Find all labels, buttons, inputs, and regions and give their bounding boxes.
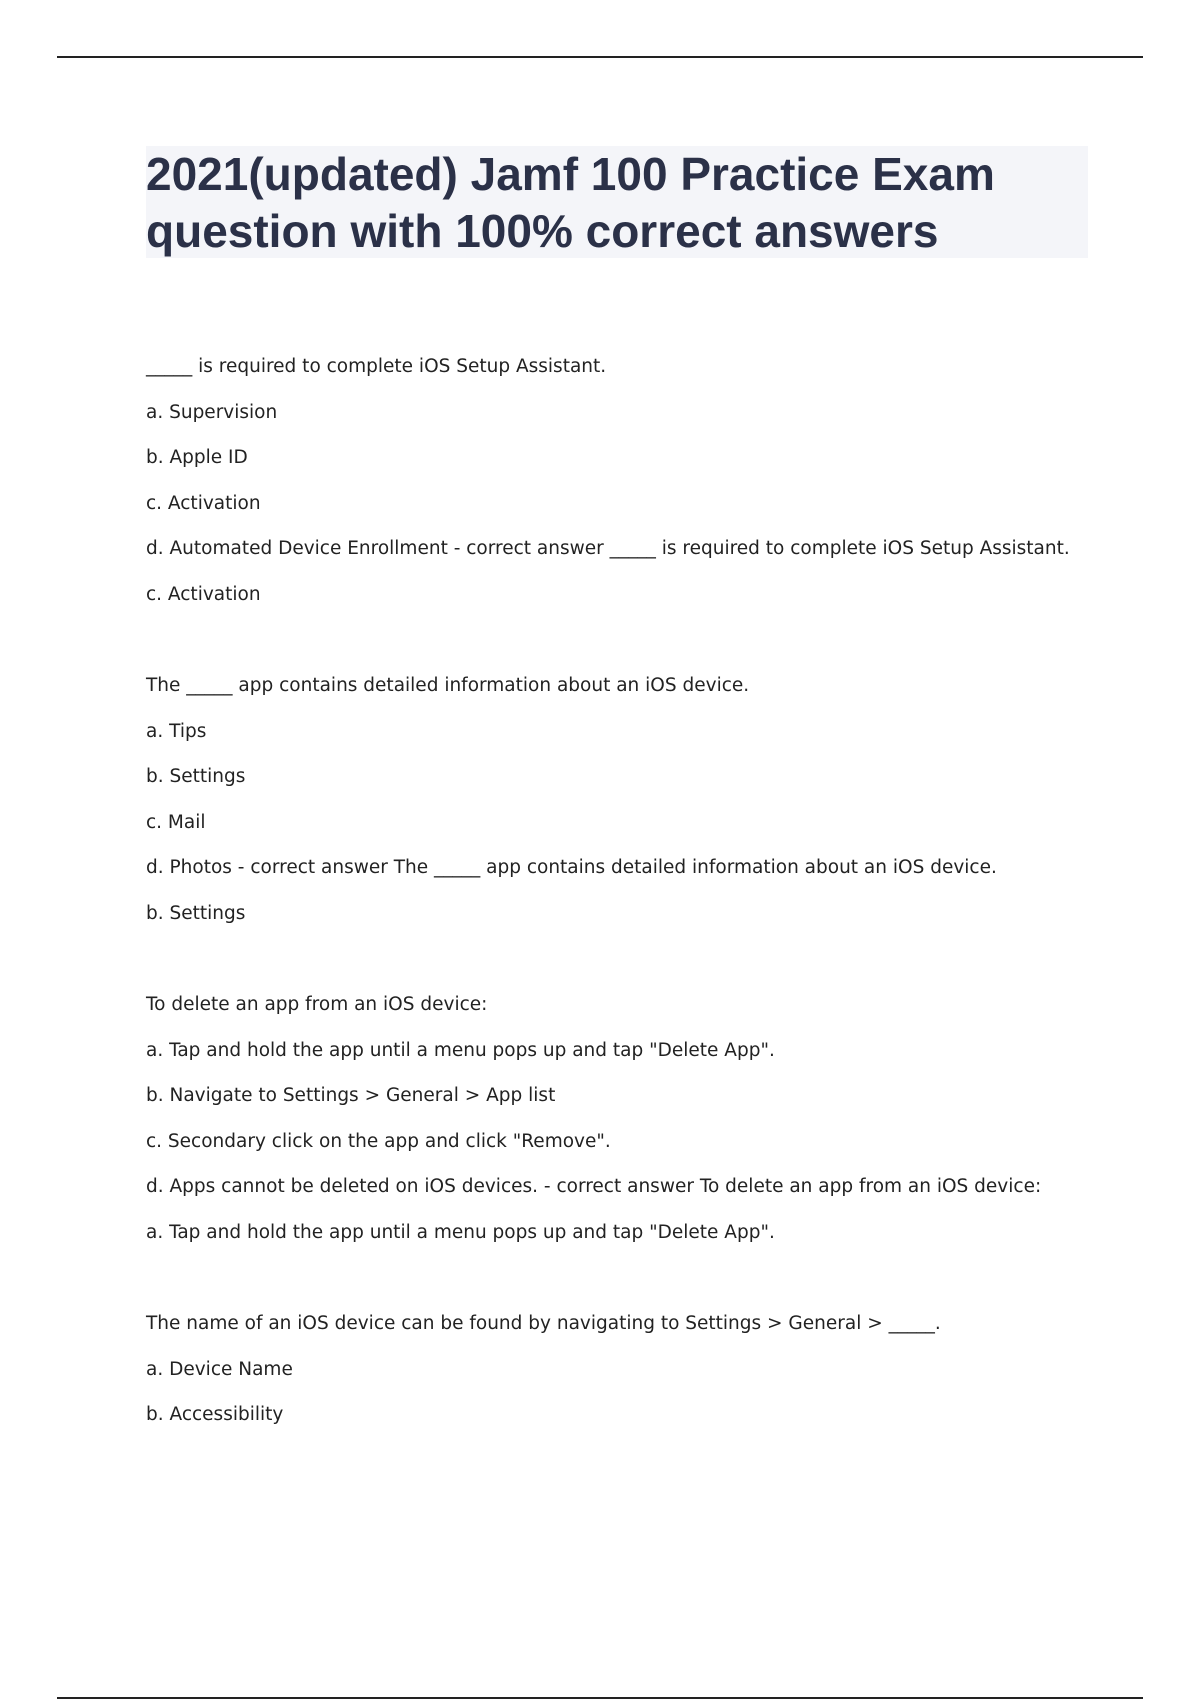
bottom-rule: [57, 1697, 1143, 1699]
answer-option: c. Activation: [146, 492, 261, 514]
answer-option: b. Accessibility: [146, 1404, 284, 1425]
question-text: To delete an app from an iOS device:: [146, 994, 488, 1015]
correct-answer: a. Tap and hold the app until a menu pops up and tap "Delete App".: [146, 1221, 775, 1243]
answer-option: d. Photos - correct answer The _____ app contains detailed information about an iOS device.: [146, 857, 997, 878]
correct-answer: c. Activation: [146, 583, 261, 605]
question-text: The name of an iOS device can be found by navigating to Settings > General > _____.: [146, 1313, 941, 1334]
answer-option: b. Navigate to Settings > General > App list: [146, 1085, 556, 1106]
title-box: [146, 146, 1088, 258]
answer-option: b. Apple ID: [146, 447, 248, 468]
answer-option: a. Tips: [146, 720, 207, 742]
answer-option: a. Tap and hold the app until a menu pops up and tap "Delete App".: [146, 1039, 775, 1061]
correct-answer: b. Settings: [146, 902, 246, 924]
answer-option: d. Apps cannot be deleted on iOS devices. - correct answer To delete an app from an iOS device:: [146, 1176, 1042, 1197]
question-block: [146, 344, 1106, 617]
answer-option: b. Settings: [146, 766, 246, 787]
answer-option: c. Mail: [146, 811, 206, 833]
question-block: [146, 1301, 1106, 1438]
document-title: 2021(updated) Jamf 100 Practice Exam question with 100% correct answers: [146, 148, 995, 257]
top-rule: [57, 56, 1143, 58]
answer-option: c. Secondary click on the app and click "Remove".: [146, 1130, 611, 1152]
question-block: [146, 982, 1106, 1255]
question-text: _____ is required to complete iOS Setup Assistant.: [146, 356, 607, 377]
answer-option: d. Automated Device Enrollment - correct answer _____ is required to complete iOS Setup Assistant.: [146, 538, 1070, 559]
answer-option: a. Device Name: [146, 1358, 293, 1380]
answer-option: a. Supervision: [146, 401, 278, 423]
questions-list: [146, 344, 1106, 1484]
question-text: The _____ app contains detailed information about an iOS device.: [146, 675, 750, 696]
question-block: [146, 663, 1106, 936]
